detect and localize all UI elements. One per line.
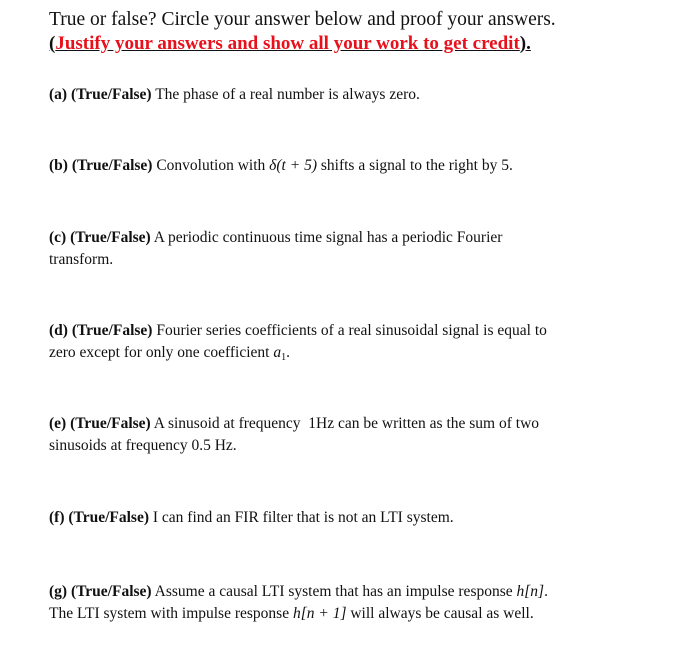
question-e xyxy=(49,413,649,457)
question-text-end: shifts a signal to the right by 5. xyxy=(320,157,513,174)
page-header xyxy=(49,8,669,55)
question-label: (b) xyxy=(49,157,68,174)
true-false-choice: (True/False) xyxy=(70,86,152,103)
question-text-cont: transform. xyxy=(49,251,114,268)
true-false-choice: (True/False) xyxy=(70,415,151,432)
true-false-choice: (True/False) xyxy=(68,509,150,526)
question-text-cont: sinusoids at frequency 0.5 Hz. xyxy=(49,437,237,454)
instruction-open-paren: ( xyxy=(49,33,56,54)
question-c xyxy=(49,227,649,271)
question-label: (d) xyxy=(49,322,68,339)
question-text-end: . xyxy=(286,344,290,361)
question-text: A periodic continuous time signal has a periodic Fourier xyxy=(153,229,503,246)
question-f xyxy=(49,507,649,529)
instruction-text: Justify your answers and show all your work to get credit xyxy=(55,33,520,54)
question-text: Assume a causal LTI system that has an impulse response xyxy=(154,583,513,600)
question-text-mid: can be written as the sum of two xyxy=(338,415,540,432)
question-text-cont: zero except for only one coefficient xyxy=(49,344,270,361)
true-false-choice: (True/False) xyxy=(71,322,153,339)
coefficient-sub: 1 xyxy=(281,352,287,363)
true-false-choice: (True/False) xyxy=(70,583,152,600)
instruction-line xyxy=(49,32,669,55)
question-label: (g) xyxy=(49,583,68,600)
question-label: (f) xyxy=(49,509,65,526)
question-text: I can find an FIR filter that is not an LTI system. xyxy=(152,509,454,526)
true-false-choice: (True/False) xyxy=(71,157,153,174)
true-false-choice: (True/False) xyxy=(70,229,151,246)
question-text-punct: . xyxy=(544,583,548,600)
question-g xyxy=(49,581,649,625)
question-b xyxy=(49,155,649,177)
question-text: The phase of a real number is always zero. xyxy=(155,86,420,103)
shifted-impulse-response: h[n + 1] xyxy=(292,605,347,622)
question-label: (c) xyxy=(49,229,67,246)
question-text: Convolution with xyxy=(156,157,266,174)
question-label: (e) xyxy=(49,415,67,432)
delta-argument: (t + 5) xyxy=(276,157,317,174)
question-text: A sinusoid at frequency xyxy=(153,415,301,432)
question-label: (a) xyxy=(49,86,68,103)
question-text-cont: The LTI system with impulse response xyxy=(49,605,290,622)
page-title: True or false? Circle your answer below and proof your answers. xyxy=(49,9,556,30)
instruction-close-paren: ). xyxy=(519,33,531,54)
question-a xyxy=(49,84,649,106)
question-text: Fourier series coefficients of a real sinusoidal signal is equal to xyxy=(156,322,547,339)
coefficient-var: a xyxy=(273,344,282,361)
impulse-response: h[n] xyxy=(516,583,545,600)
question-d xyxy=(49,320,649,364)
delta-symbol: δ xyxy=(269,157,277,174)
frequency-value: 1Hz xyxy=(308,415,335,432)
question-text-end: will always be causal as well. xyxy=(350,605,534,622)
